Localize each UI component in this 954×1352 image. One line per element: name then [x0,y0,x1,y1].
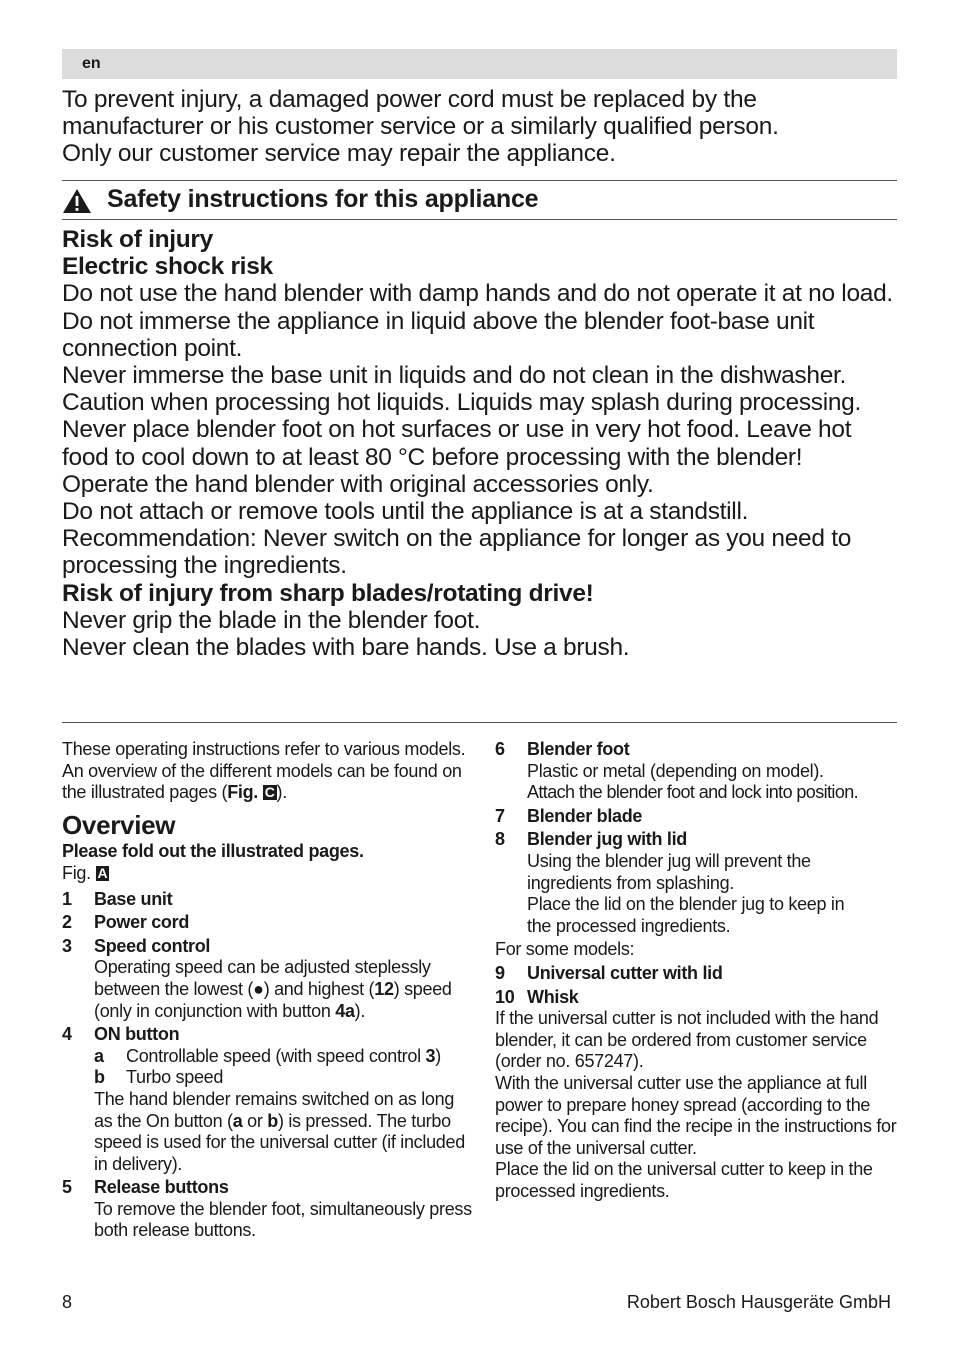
figure-reference: Fig. A [62,862,108,883]
item-title: Whisk [527,986,579,1007]
list-item [62,912,472,934]
item-number: 8 [495,829,505,850]
safety-paragraph: Do not immerse the appliance in liquid above the blender foot-base unit connection point. [62,307,815,362]
risk-heading: Electric shock risk [62,253,273,281]
safety-paragraph: Caution when processing hot liquids. Liquids may splash during processing. [62,389,862,417]
right-column [495,739,905,1202]
sub-item: b Turbo speed [94,1067,224,1088]
body-paragraph: Place the lid on the universal cutter to keep in the processed ingredients. [495,1159,873,1201]
item-description: Operating speed can be adjusted steplessly between the lowest (●) and highest (12) speed (only in conjunction with button 4a). [94,957,452,1021]
risk-heading: Risk of injury [62,226,213,253]
list-item [495,829,905,937]
safety-paragraph: Never clean the blades with bare hands. Use a brush. [62,634,630,662]
company-name: Robert Bosch Hausgeräte GmbH [626,1292,891,1312]
list-item [495,963,905,985]
fold-out-note: Please fold out the illustrated pages. [62,841,364,862]
intro-line: To prevent injury, a damaged power cord must be replaced by the [62,86,757,113]
page-number: 8 [62,1292,73,1312]
item-description: Using the blender jug will prevent the ingredients from splashing. [527,850,811,893]
warning-triangle-icon [62,188,92,214]
overview-title: Overview [62,809,176,840]
safety-paragraph: Operate the hand blender with original accessories only. [62,470,654,498]
item-title: ON button [94,1024,180,1045]
item-number: 6 [495,739,505,759]
intro-paragraph [62,86,898,168]
safety-title: Safety instructions for this appliance [107,185,539,213]
intro-line: manufacturer or his customer service or a similarly qualified person. [62,113,779,141]
list-item [62,1177,472,1242]
safety-paragraph: Never immerse the base unit in liquids and do not clean in the dishwasher. [62,362,847,390]
models-note: For some models: [495,939,635,960]
safety-instructions [62,226,902,661]
item-title: Speed control [94,935,211,956]
item-title: Blender foot [527,739,630,759]
figure-badge: C [264,784,275,801]
list-item [495,987,905,1009]
sub-item: a Controllable speed (with speed control 3) [94,1045,441,1066]
item-title: Universal cutter with lid [527,962,723,983]
list-item [62,1024,472,1175]
language-code: en [82,55,101,72]
left-column [62,739,472,1242]
item-number: 2 [62,912,72,933]
divider [62,180,897,181]
item-description: Place the lid on the blender jug to keep in the processed ingredients. [527,894,845,936]
item-title: Release buttons [94,1177,229,1198]
item-number: 9 [495,962,505,983]
item-title: Base unit [94,888,173,909]
item-title: Blender jug with lid [527,829,687,850]
item-number: 5 [62,1177,72,1198]
safety-paragraph: Never grip the blade in the blender foot. [62,606,481,634]
safety-paragraph: Do not attach or remove tools until the appliance is at a standstill. [62,498,749,526]
sharp-blade-heading: Risk of injury from sharp blades/rotating drive! [62,579,594,607]
item-description: To remove the blender foot, simultaneously press both release buttons. [94,1198,472,1241]
item-number: 4 [62,1024,72,1045]
body-paragraph: If the universal cutter is not included with the hand blender, it can be ordered from customer service (order no. 657247). [495,1008,879,1072]
item-description: Plastic or metal (depending on model). [527,760,824,781]
item-number: 1 [62,888,72,909]
safety-heading [62,184,898,218]
language-bar [62,49,897,79]
safety-paragraph: Recommendation: Never switch on the appliance for longer as you need to processing the ingredients. [62,525,852,580]
list-item [62,936,472,1022]
item-number: 7 [495,805,505,826]
item-description: Attach the blender foot and lock into position. [527,782,859,803]
safety-paragraph: Never place blender foot on hot surfaces or use in very hot food. Leave hot food to cool down to at least 80 °C before processing with the blender! [62,416,852,471]
safety-paragraph: Do not use the hand blender with damp hands and do not operate it at no load. [62,280,893,308]
divider [62,722,897,723]
list-item [495,739,905,804]
item-title: Blender blade [527,805,643,826]
list-item [62,889,472,911]
item-title: Power cord [94,912,190,933]
body-paragraph: With the universal cutter use the appliance at full power to prepare honey spread (according to the recipe). You can find the recipe in the instructions for use of the universal cutter. [495,1072,897,1158]
item-description: The hand blender remains switched on as long as the On button (a or b) is pressed. The turbo speed is used for the universal cutter (if included in delivery). [94,1088,465,1174]
divider [62,219,897,220]
list-item [495,806,905,828]
figure-badge: A [97,864,108,881]
item-number: 3 [62,935,72,956]
models-note: These operating instructions refer to various models. An overview of the different models can be found on the illustrated pages (Fig. C ). [62,739,466,803]
item-number: 10 [495,986,515,1007]
intro-line: Only our customer service may repair the appliance. [62,140,616,168]
